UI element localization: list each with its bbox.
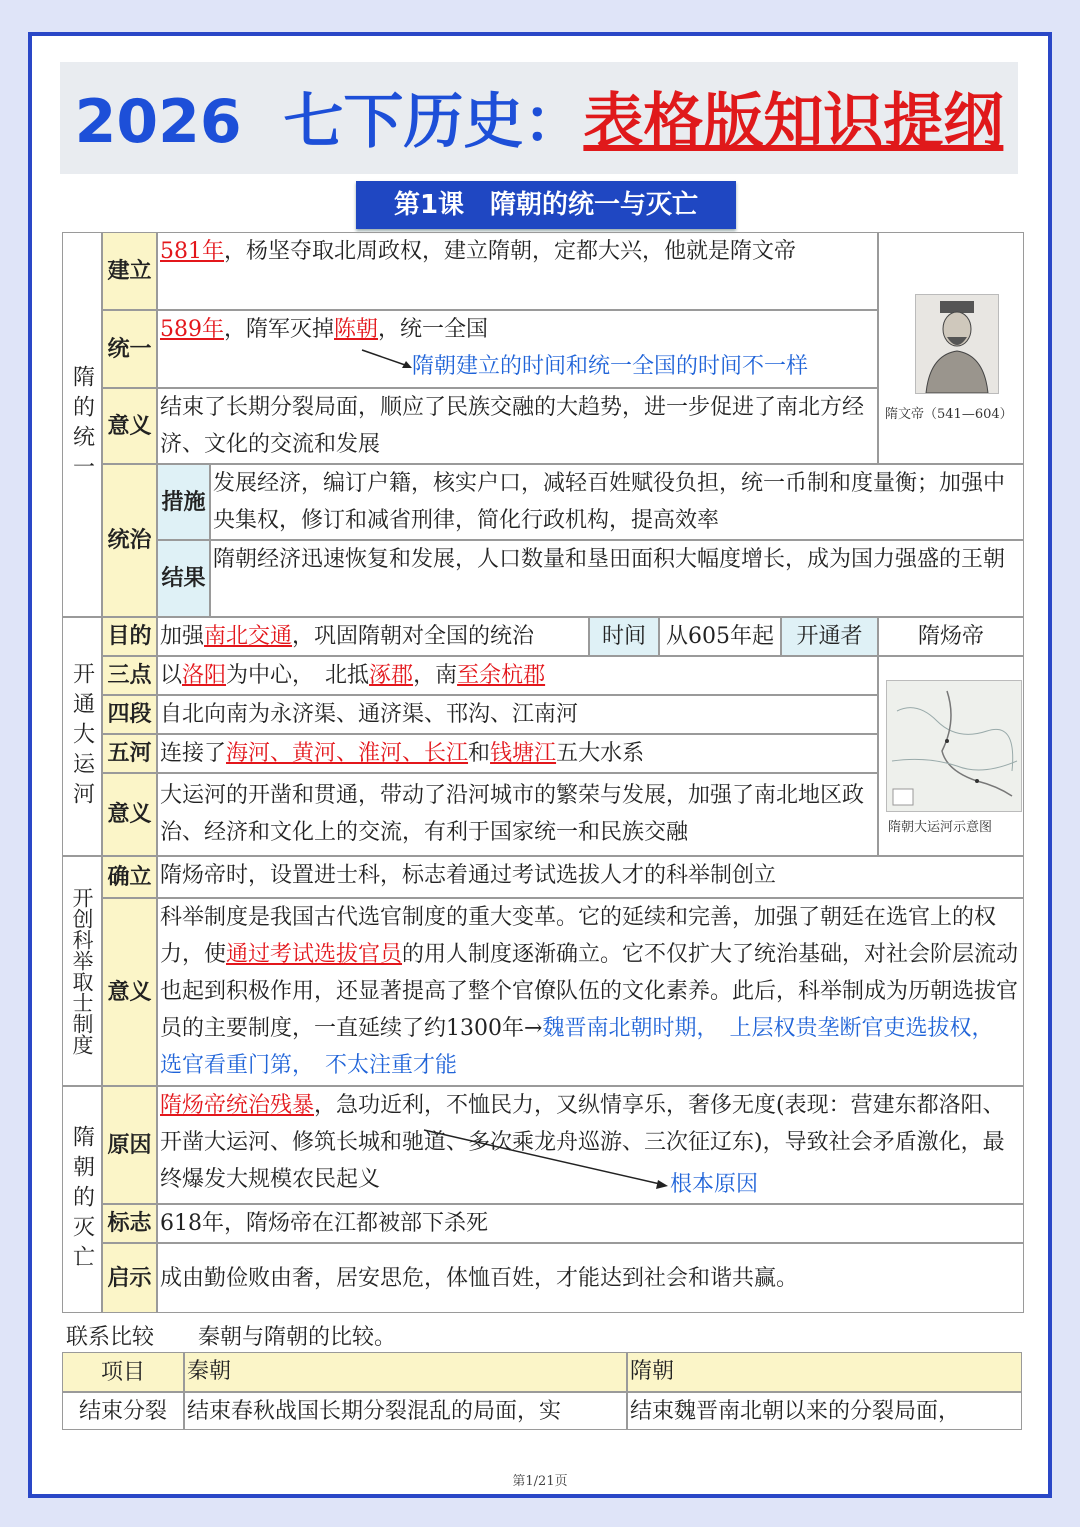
label-queli: 确立 — [102, 856, 157, 898]
label-shijian: 时间 — [589, 617, 659, 656]
canal-map-icon — [887, 681, 1021, 811]
canal-map-image — [886, 680, 1022, 812]
label-siduan: 四段 — [102, 695, 157, 734]
label-yiyi-3: 意义 — [102, 898, 157, 1086]
cell-siduan: 自北向南为永济渠、通济渠、邗沟、江南河 — [157, 695, 878, 734]
compare-header-qin: 秦朝 — [184, 1352, 627, 1392]
wuhe-qiantang: 钱塘江 — [490, 741, 557, 766]
wuhe-p2: 和 — [468, 741, 491, 766]
tongyi-pre: ，隋军灭掉 — [224, 317, 335, 342]
label-qishi: 启示 — [102, 1243, 157, 1313]
wuhe-rivers: 海河、黄河、淮河、长江 — [226, 741, 469, 766]
yuanyin-highlight: 隋炀帝统治残暴 — [160, 1093, 315, 1118]
cell-biaozhi: 618年，隋炀帝在江都被部下杀死 — [157, 1204, 1024, 1243]
compare-heading: 联系比较 秦朝与隋朝的比较。 — [66, 1325, 397, 1350]
label-mudi: 目的 — [102, 617, 157, 656]
compare-row-label: 结束分裂 — [62, 1392, 184, 1430]
mudi-highlight: 南北交通 — [204, 624, 293, 649]
portrait-icon — [916, 295, 998, 393]
map-caption: 隋朝大运河示意图 — [888, 820, 993, 835]
portrait-emperor-image — [915, 294, 999, 394]
arrow-root-cause — [420, 1126, 680, 1192]
sandian-luoyang: 洛阳 — [182, 663, 227, 688]
cell-mudi — [157, 617, 589, 656]
label-yiyi-2: 意义 — [102, 773, 157, 856]
compare-header-sui: 隋朝 — [627, 1352, 1022, 1392]
wuhe-p3: 五大水系 — [556, 741, 645, 766]
cell-tongyi — [157, 310, 878, 388]
compare-row-qin: 结束春秋战国长期分裂混乱的局面，实 — [184, 1392, 627, 1430]
group-sui-fall — [62, 1086, 102, 1313]
cell-yiyi-2: 大运河的开凿和贯通，带动了沿河城市的繁荣与发展，加强了南北地区政治、经济和文化上的交流，有利于国家统一和民族交融 — [157, 773, 878, 856]
qishi-text: 成由勤俭败由奢，居安思危，体恤百姓，才能达到社会和谐共赢。 — [160, 1265, 799, 1291]
sandian-p3: ，南 — [413, 663, 458, 688]
wuhe-p1: 连接了 — [160, 741, 227, 766]
compare-header-item: 项目 — [62, 1352, 184, 1392]
cell-sandian — [157, 656, 878, 695]
title-year: 2026 — [74, 87, 242, 157]
sandian-zhuojun: 涿郡 — [369, 663, 414, 688]
label-jianli: 建立 — [102, 232, 157, 310]
label-biaozhi: 标志 — [102, 1204, 157, 1243]
chen-dynasty: 陈朝 — [334, 317, 379, 342]
mudi-post: ，巩固隋朝对全国的统治 — [292, 624, 535, 649]
cell-wuhe — [157, 734, 878, 773]
portrait-caption: 隋文帝（541—604） — [885, 407, 1013, 422]
label-yuanyin: 原因 — [102, 1086, 157, 1204]
keju-note: 魏晋南北朝时期， 上层权贵垄断官吏选拔权， 选官看重门第， 不太注重才能 — [160, 1016, 1005, 1078]
year-589: 589年 — [160, 317, 224, 342]
label-cuoshi: 措施 — [157, 464, 210, 540]
label-sandian: 三点 — [102, 656, 157, 695]
group-label: 隋朝的灭亡 — [69, 1124, 95, 1275]
group-label: 开通大运河 — [69, 661, 95, 812]
cell-cuoshi: 发展经济，编订户籍，核实户口，减轻百姓赋役负担，统一币制和度量衡；加强中央集权，修订和减省刑律，简化行政机构，提高效率 — [210, 464, 1024, 540]
cell-shijian: 从605年起 — [659, 617, 781, 656]
keju-p1: 科举制度是我国古代选官制度的重大变革。它的延续和完善，加强了朝廷在选官上的权力，使 — [160, 905, 997, 967]
label-wuhe: 五河 — [102, 734, 157, 773]
cell-yiyi-1: 结束了长期分裂局面，顺应了民族交融的大趋势，进一步促进了南北方经济、文化的交流和发展 — [157, 388, 878, 464]
yuanyin-text: ，急功近利，不恤民力，又纵情享乐，奢侈无度(表现：营建东都洛阳、开凿大运河、修筑长城和驰道、多次乘龙舟巡游、三次征辽东)，导致社会矛盾激化，最终爆发大规模农民起义 — [160, 1093, 1005, 1192]
keju-p2: 的用人制度逐渐确立。它不仅扩大了统治基础，对社会阶层流动也起到积极作用，还显著提高了整个官僚队伍的文化素养。此后，科举制成为历朝选拔官员的主要制度，一直延续了约1300年→ — [160, 942, 1019, 1041]
label-tongyi: 统一 — [102, 310, 157, 388]
page-title — [60, 82, 1018, 162]
group-sui-unification — [62, 232, 102, 617]
title-subject: 七下历史 — [283, 87, 524, 157]
group-label: 开创科举取士制度 — [70, 887, 94, 1055]
page-number: 第1/21页 — [512, 1474, 568, 1489]
lesson-title: 第1课 隋朝的统一与灭亡 — [356, 181, 736, 229]
group-label: 隋的统一 — [69, 364, 95, 485]
label-jieguo: 结果 — [157, 540, 210, 617]
sandian-yuhang: 至余杭郡 — [457, 663, 546, 688]
year-581: 581年 — [160, 239, 224, 264]
tongyi-post: ，统一全国 — [378, 317, 489, 342]
keju-highlight: 通过考试选拔官员 — [226, 942, 403, 967]
label-kaitongzhe: 开通者 — [781, 617, 878, 656]
label-yiyi-1: 意义 — [102, 388, 157, 464]
cell-yiyi-3 — [157, 898, 1024, 1086]
cell-kaitongzhe: 隋炀帝 — [878, 617, 1024, 656]
cell-qishi — [157, 1243, 1024, 1313]
arrow-note — [360, 346, 420, 376]
cell-queli: 隋炀帝时，设置进士科，标志着通过考试选拔人才的科举制创立 — [157, 856, 1024, 898]
cell-jieguo: 隋朝经济迅速恢复和发展，人口数量和垦田面积大幅度增长，成为国力强盛的王朝 — [210, 540, 1024, 617]
group-keju — [62, 856, 102, 1086]
group-grand-canal — [62, 617, 102, 856]
sandian-p1: 以 — [160, 663, 183, 688]
title-colon: ： — [523, 87, 584, 157]
tongyi-note: 隋朝建立的时间和统一全国的时间不一样 — [412, 354, 809, 379]
title-highlight: 表格版知识提纲 — [583, 87, 1004, 157]
yuanyin-note: 根本原因 — [670, 1172, 759, 1197]
compare-row-sui: 结束魏晋南北朝以来的分裂局面， — [627, 1392, 1022, 1430]
cell-jianli — [157, 232, 878, 310]
jianli-text: ，杨坚夺取北周政权，建立隋朝，定都大兴，他就是隋文帝 — [224, 239, 797, 264]
sandian-p2: 为中心， 北抵 — [226, 663, 370, 688]
mudi-pre: 加强 — [160, 624, 205, 649]
label-tongzhi: 统治 — [102, 464, 157, 617]
